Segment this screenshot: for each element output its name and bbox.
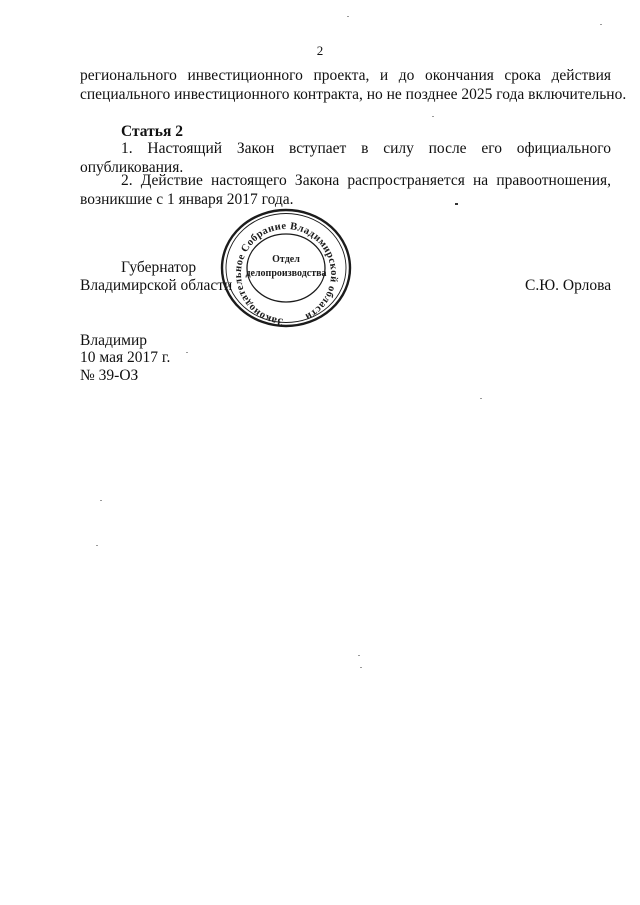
scan-speck <box>600 24 602 25</box>
scan-speck <box>480 398 482 399</box>
scan-speck <box>100 500 102 501</box>
signature-region: Владимирской области <box>80 277 233 294</box>
page-number: 2 <box>316 43 324 58</box>
scan-speck <box>96 545 98 546</box>
official-seal-stamp <box>217 206 355 330</box>
article-item-1-line-1: 1. Настоящий Закон вступает в силу после его официального <box>121 140 611 157</box>
seal-center-line-1: Отдел <box>272 254 300 265</box>
scan-speck <box>186 352 188 353</box>
signature-title: Губернатор <box>121 259 197 276</box>
article-item-1-line-2: опубликования. <box>80 159 184 176</box>
article-title: Статья 2 <box>121 123 183 140</box>
article-item-2-line-2: возникшие с 1 января 2017 года. <box>80 191 294 208</box>
signature-name: С.Ю. Орлова <box>525 277 612 294</box>
seal-ring-text: Законодательное Собрание Владимирской области <box>232 220 340 327</box>
scan-speck <box>432 116 434 117</box>
paragraph-1-line-2: специального инвестиционного контракта, но не позднее 2025 года включительно. <box>80 86 627 103</box>
place-of-signing: Владимир <box>80 332 147 349</box>
law-number: № 39-ОЗ <box>80 367 139 384</box>
seal-center-line-2: делопроизводства <box>245 268 327 279</box>
scan-speck <box>455 203 458 205</box>
scan-speck <box>347 16 349 17</box>
paragraph-1-line-1: регионального инвестиционного проекта, и до окончания срока действия <box>80 67 611 84</box>
article-item-2-line-1: 2. Действие настоящего Закона распространяется на правоотношения, <box>121 172 611 189</box>
scan-speck <box>360 667 362 668</box>
scan-speck <box>358 655 360 656</box>
date-of-signing: 10 мая 2017 г. <box>80 349 171 366</box>
